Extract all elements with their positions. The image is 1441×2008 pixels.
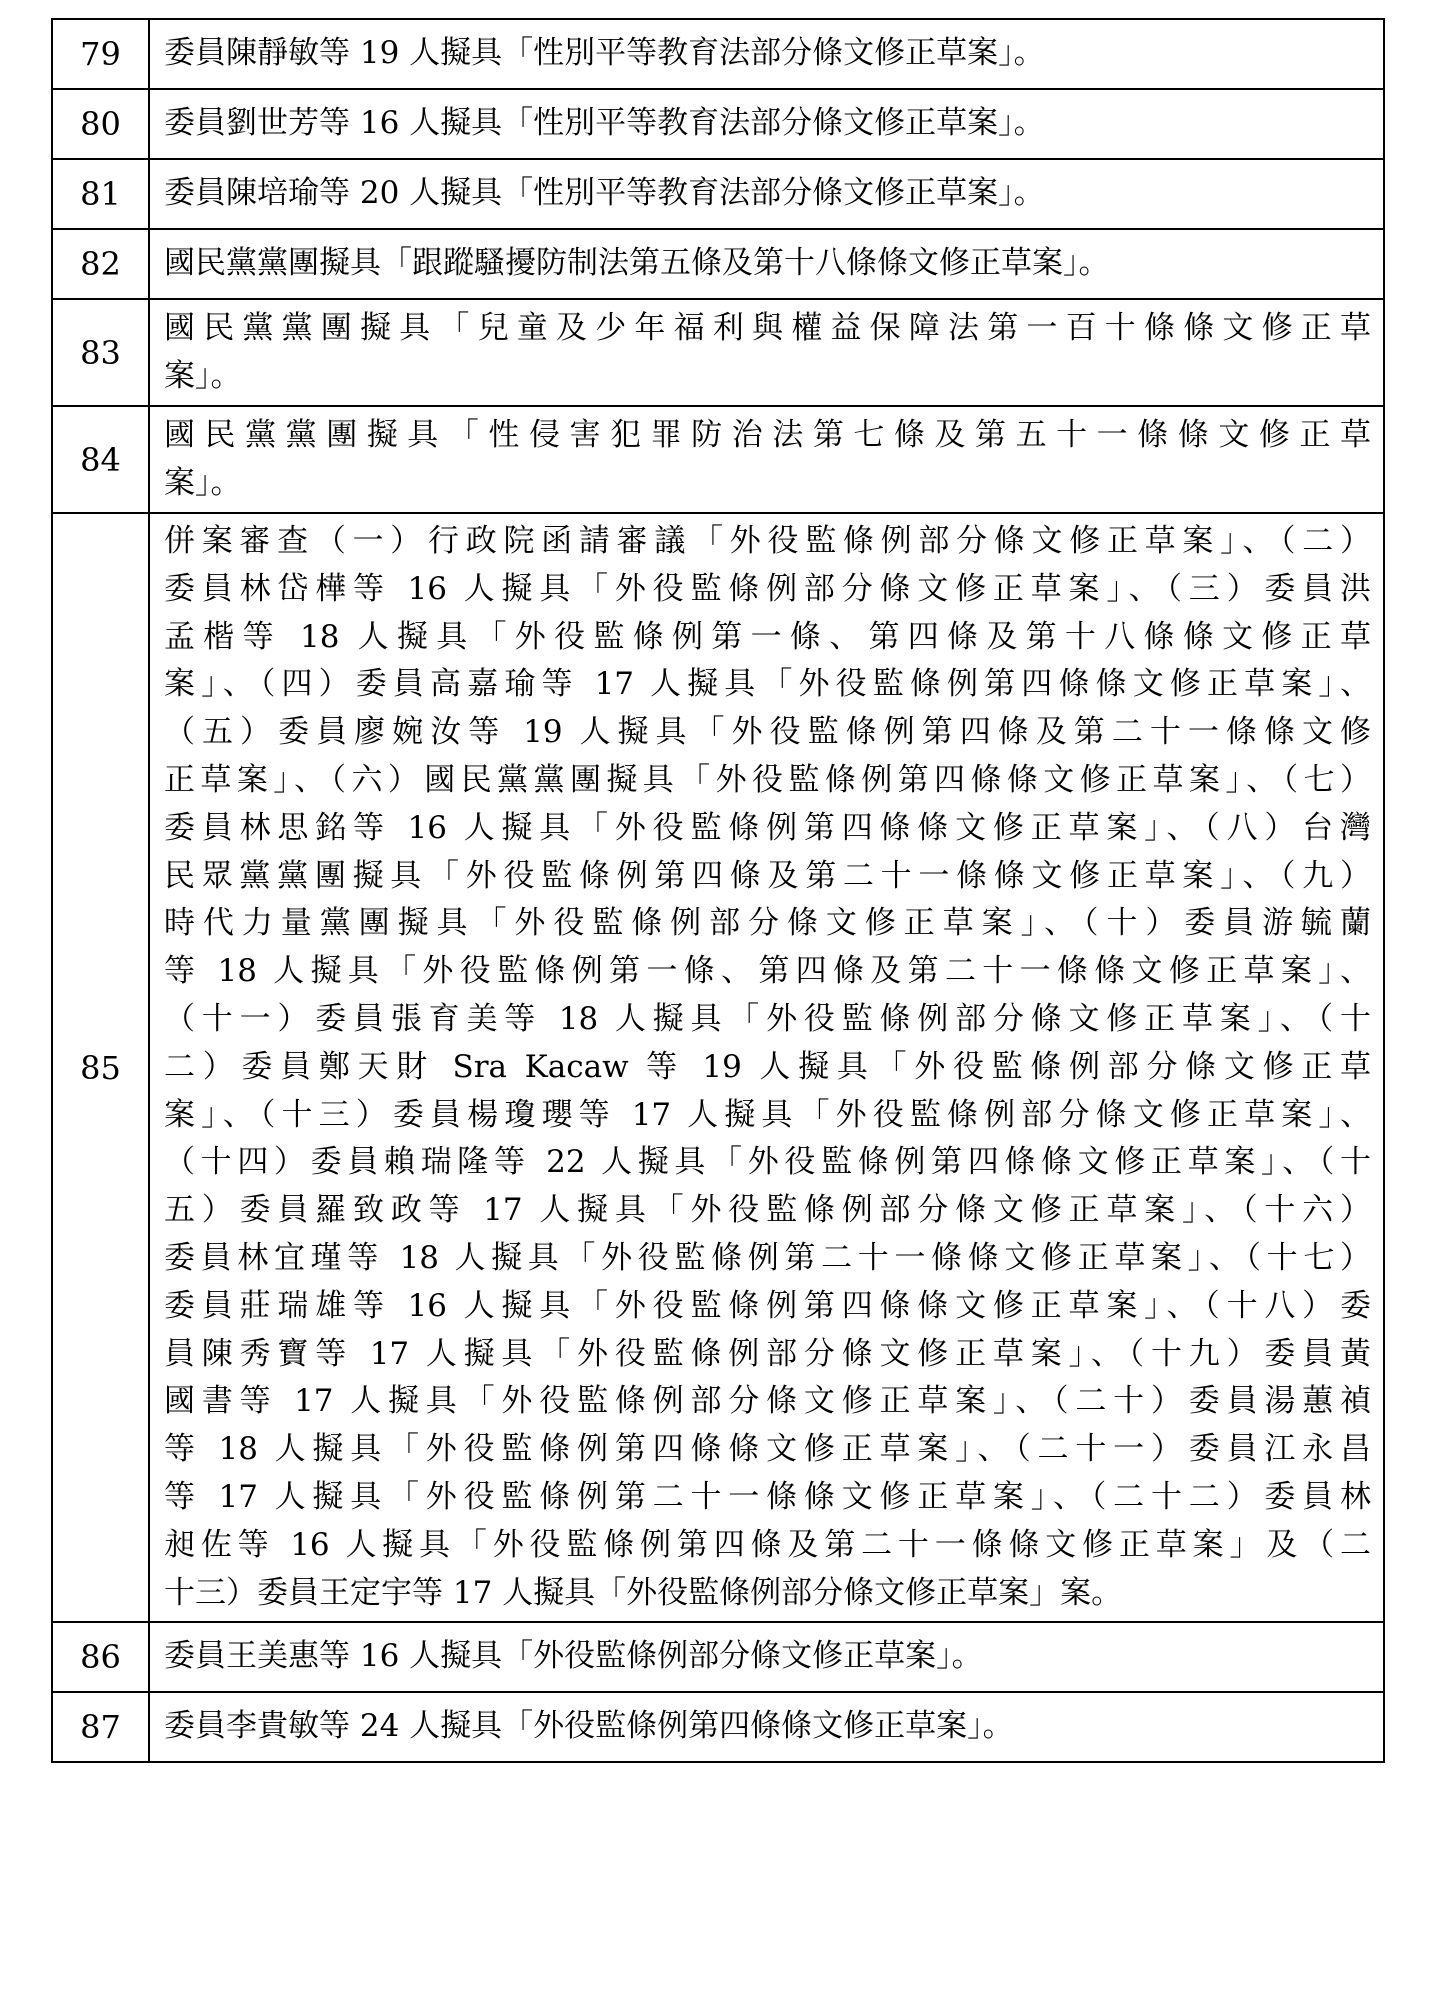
description-line: 時代力量黨團擬具「外役監條例部分條文修正草案」、（十）委員游毓蘭 bbox=[164, 905, 1371, 942]
description-line: 民眾黨黨團擬具「外役監條例第四條及第二十一條條文修正草案」、（九） bbox=[164, 857, 1371, 894]
agenda-table bbox=[51, 18, 1385, 1763]
item-number: 83 bbox=[52, 299, 149, 406]
item-description bbox=[149, 159, 1384, 229]
item-description bbox=[149, 1622, 1384, 1692]
agenda-row bbox=[52, 1692, 1384, 1762]
description-line: 委員莊瑞雄等 16 人擬具「外役監條例第四條條文修正草案」、（十八）委 bbox=[164, 1287, 1371, 1324]
description-line: 國民黨黨團擬具「跟蹤騷擾防制法第五條及第十八條條文修正草案」。 bbox=[164, 245, 1110, 282]
item-number: 80 bbox=[52, 89, 149, 159]
item-number: 82 bbox=[52, 229, 149, 299]
item-description bbox=[149, 89, 1384, 159]
description-line: 委員林宜瑾等 18 人擬具「外役監條例第二十一條條文修正草案」、（十七） bbox=[164, 1239, 1371, 1276]
agenda-row bbox=[52, 1622, 1384, 1692]
item-number: 85 bbox=[52, 513, 149, 1622]
agenda-row bbox=[52, 299, 1384, 406]
description-line: 委員王美惠等 16 人擬具「外役監條例部分條文修正草案」。 bbox=[164, 1638, 983, 1675]
agenda-row bbox=[52, 89, 1384, 159]
description-line: 委員李貴敏等 24 人擬具「外役監條例第四條條文修正草案」。 bbox=[164, 1708, 1014, 1745]
item-description bbox=[149, 299, 1384, 406]
item-number: 86 bbox=[52, 1622, 149, 1692]
description-line: （十一）委員張育美等 18 人擬具「外役監條例部分條文修正草案」、（十 bbox=[164, 1000, 1371, 1037]
description-line: 昶佐等 16 人擬具「外役監條例第四條及第二十一條條文修正草案」及（二 bbox=[164, 1526, 1371, 1563]
description-line: 十三）委員王定宇等 17 人擬具「外役監條例部分條文修正草案」案。 bbox=[164, 1574, 1123, 1611]
item-number: 79 bbox=[52, 19, 149, 89]
description-line: 孟楷等 18 人擬具「外役監條例第一條、第四條及第十八條條文修正草 bbox=[164, 618, 1371, 655]
description-line: 委員陳培瑜等 20 人擬具「性別平等教育法部分條文修正草案」。 bbox=[164, 175, 1045, 212]
description-line: 委員陳靜敏等 19 人擬具「性別平等教育法部分條文修正草案」。 bbox=[164, 35, 1045, 72]
description-line: 委員林思銘等 16 人擬具「外役監條例第四條條文修正草案」、（八）台灣 bbox=[164, 809, 1371, 846]
description-line: 員陳秀寶等 17 人擬具「外役監條例部分條文修正草案」、（十九）委員黃 bbox=[164, 1335, 1371, 1372]
description-line: 正草案」、（六）國民黨黨團擬具「外役監條例第四條條文修正草案」、（七） bbox=[164, 761, 1371, 798]
description-line: 國民黨黨團擬具「兒童及少年福利與權益保障法第一百十條條文修正草 bbox=[164, 309, 1371, 346]
agenda-row bbox=[52, 406, 1384, 513]
agenda-table-body bbox=[52, 19, 1384, 1762]
agenda-row bbox=[52, 513, 1384, 1622]
agenda-row bbox=[52, 19, 1384, 89]
item-number: 84 bbox=[52, 406, 149, 513]
item-description bbox=[149, 1692, 1384, 1762]
item-description bbox=[149, 406, 1384, 513]
item-description bbox=[149, 229, 1384, 299]
item-number: 87 bbox=[52, 1692, 149, 1762]
description-line: 案」。 bbox=[164, 464, 242, 501]
agenda-row bbox=[52, 229, 1384, 299]
description-line: 等 17 人擬具「外役監條例第二十一條條文修正草案」、（二十二）委員林 bbox=[164, 1478, 1371, 1515]
description-line: 等 18 人擬具「外役監條例第一條、第四條及第二十一條條文修正草案」、 bbox=[164, 953, 1371, 990]
item-description bbox=[149, 513, 1384, 1622]
description-line: 案」、（十三）委員楊瓊瓔等 17 人擬具「外役監條例部分條文修正草案」、 bbox=[164, 1096, 1371, 1133]
description-line: 併案審查（一）行政院函請審議「外役監條例部分條文修正草案」、（二） bbox=[164, 523, 1371, 559]
description-line: 委員林岱樺等 16 人擬具「外役監條例部分條文修正草案」、（三）委員洪 bbox=[164, 570, 1371, 607]
item-description bbox=[149, 19, 1384, 89]
description-line: 國書等 17 人擬具「外役監條例部分條文修正草案」、（二十）委員湯蕙禎 bbox=[164, 1383, 1371, 1420]
description-line: 五）委員羅致政等 17 人擬具「外役監條例部分條文修正草案」、（十六） bbox=[164, 1192, 1371, 1229]
description-line: 二）委員鄭天財 Sra Kacaw 等 19 人擬具「外役監條例部分條文修正草 bbox=[164, 1048, 1371, 1085]
description-line: 等 18 人擬具「外役監條例第四條條文修正草案」、（二十一）委員江永昌 bbox=[164, 1431, 1371, 1468]
agenda-row bbox=[52, 159, 1384, 229]
description-line: 國民黨黨團擬具「性侵害犯罪防治法第七條及第五十一條條文修正草 bbox=[164, 416, 1371, 453]
item-number: 81 bbox=[52, 159, 149, 229]
description-line: 案」。 bbox=[164, 357, 242, 394]
description-line: （十四）委員賴瑞隆等 22 人擬具「外役監條例第四條條文修正草案」、（十 bbox=[164, 1144, 1371, 1181]
description-line: 案」、（四）委員高嘉瑜等 17 人擬具「外役監條例第四條條文修正草案」、 bbox=[164, 666, 1371, 703]
description-line: （五）委員廖婉汝等 19 人擬具「外役監條例第四條及第二十一條條文修 bbox=[164, 714, 1371, 751]
description-line: 委員劉世芳等 16 人擬具「性別平等教育法部分條文修正草案」。 bbox=[164, 105, 1045, 142]
